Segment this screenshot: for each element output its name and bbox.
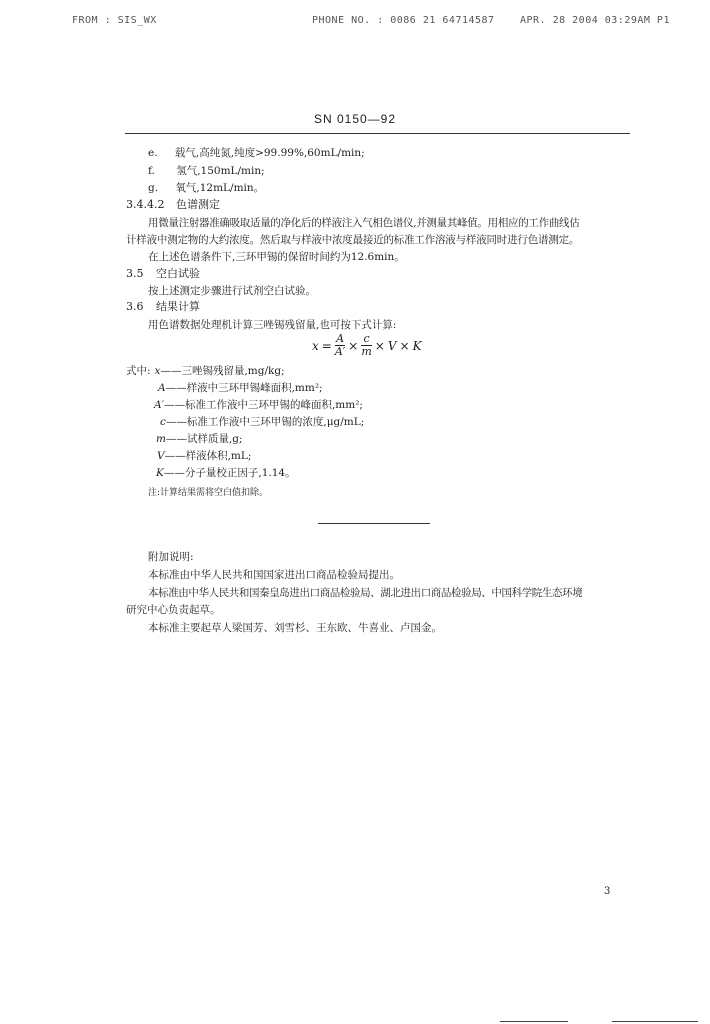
variable-description: ——样液体积,mL; xyxy=(164,450,252,462)
appendix-line: 研究中心负责起草。 xyxy=(126,604,221,616)
appendix-title: 附加说明: xyxy=(148,551,194,563)
section-3-4-4-2-text-2: 计样液中测定物的大约浓度。然后取与样液中浓度最接近的标准工作溶液与样液同时进行色谱测定。 xyxy=(126,234,580,246)
formula-denominator: m xyxy=(361,345,372,358)
section-number: 3.5 xyxy=(126,267,144,280)
section-3-5-heading xyxy=(126,267,200,281)
section-3-4-4-2-text-1: 用微量注射器准确吸取适量的净化后的样液注入气相色谱仪,并测量其峰值。用相应的工作曲线估 xyxy=(148,217,580,229)
section-3-6-text: 用色谱数据处理机计算三唑锡残留量,也可按下式计算: xyxy=(148,319,397,331)
variable-description: ——分子量校正因子,1.14。 xyxy=(163,467,296,479)
formula-volume: V xyxy=(387,338,397,353)
formula-times: × xyxy=(399,338,410,353)
variable-description: ——试样质量,g; xyxy=(165,433,243,445)
gas-item-label: e. xyxy=(148,147,158,159)
section-title: 空白试验 xyxy=(156,267,200,280)
formula-fraction-concentration xyxy=(361,333,371,358)
variable-definition xyxy=(156,466,296,480)
scan-edge-mark xyxy=(500,1021,568,1022)
formula-fraction-area xyxy=(335,333,345,358)
variable-description: ——标准工作液中三环甲锡的浓度,μg/mL; xyxy=(165,416,365,428)
variable-symbol: V xyxy=(157,450,165,462)
document-standard-number: SN 0150—92 xyxy=(313,112,397,126)
gas-item-e xyxy=(148,146,365,160)
variable-description: ——三唑锡残留量,mg/kg; xyxy=(160,365,285,377)
section-3-4-4-2-text-3: 在上述色谱条件下,三环甲锡的保留时间约为12.6min。 xyxy=(148,251,405,263)
section-separator xyxy=(318,523,430,524)
page-number: 3 xyxy=(604,886,611,897)
variable-symbol: x xyxy=(154,365,161,377)
gas-item-label: f. xyxy=(148,165,155,177)
variable-symbol: c xyxy=(160,416,166,428)
variable-definition xyxy=(158,381,323,395)
formula-times: × xyxy=(374,338,385,353)
appendix-line: 本标准由中华人民共和国秦皇岛进出口商品检验局、湖北进出口商品检验局、中国科学院生态环境 xyxy=(148,587,583,599)
variable-definition xyxy=(154,398,363,412)
gas-item-text: 氧气,12mL/min。 xyxy=(175,182,265,194)
formula-denominator: A′ xyxy=(334,345,346,358)
appendix-line: 本标准主要起草人梁国芳、刘雪杉、王东欧、牛喜业、卢国金。 xyxy=(148,622,442,634)
variable-definition xyxy=(156,432,243,446)
fax-from: FROM : SIS_WX xyxy=(72,15,157,26)
gas-item-f xyxy=(148,164,265,178)
variable-symbol: A xyxy=(158,382,166,394)
formula-factor: K xyxy=(412,338,422,353)
gas-item-label: g. xyxy=(148,182,159,194)
formula-times: × xyxy=(348,338,359,353)
scan-edge-mark xyxy=(612,1021,698,1022)
variable-definition xyxy=(160,415,364,429)
variable-description: ——样液中三环甲锡峰面积,mm²; xyxy=(165,382,323,394)
variable-definition xyxy=(157,449,251,463)
fax-datetime: APR. 28 2004 03:29AM P1 xyxy=(520,15,670,26)
variables-intro: 式中: xyxy=(126,365,151,377)
section-title: 色谱测定 xyxy=(175,198,220,211)
variable-symbol: A′ xyxy=(154,399,164,411)
section-3-5-text: 按上述测定步骤进行试剂空白试验。 xyxy=(148,285,316,297)
appendix-line: 本标准由中华人民共和国国家进出口商品检验局提出。 xyxy=(148,569,400,581)
gas-item-text: 氢气,150mL/min; xyxy=(176,165,265,177)
variable-definition xyxy=(126,364,285,378)
section-number: 3.6 xyxy=(126,300,144,313)
section-3-6-heading xyxy=(126,300,200,314)
variable-symbol: m xyxy=(156,433,166,445)
gas-item-text: 载气,高纯氮,纯度>99.99%,60mL/min; xyxy=(174,147,365,159)
formula-numerator: c xyxy=(363,332,370,345)
result-formula xyxy=(312,333,422,358)
section-title: 结果计算 xyxy=(156,300,200,313)
header-rule xyxy=(125,133,630,134)
formula-lhs: x xyxy=(312,338,319,353)
section-number: 3.4.4.2 xyxy=(126,198,165,211)
section-3-4-4-2-heading xyxy=(126,198,220,212)
formula-equals: = xyxy=(321,338,332,353)
formula-numerator: A xyxy=(336,332,345,345)
fax-phone: PHONE NO. : 0086 21 64714587 xyxy=(312,15,495,26)
variable-description: ——标准工作液中三环甲锡的峰面积,mm²; xyxy=(163,399,363,411)
gas-item-g xyxy=(148,181,264,195)
variable-symbol: K xyxy=(156,467,164,479)
calculation-note: 注:计算结果需将空白值扣除。 xyxy=(148,488,269,498)
